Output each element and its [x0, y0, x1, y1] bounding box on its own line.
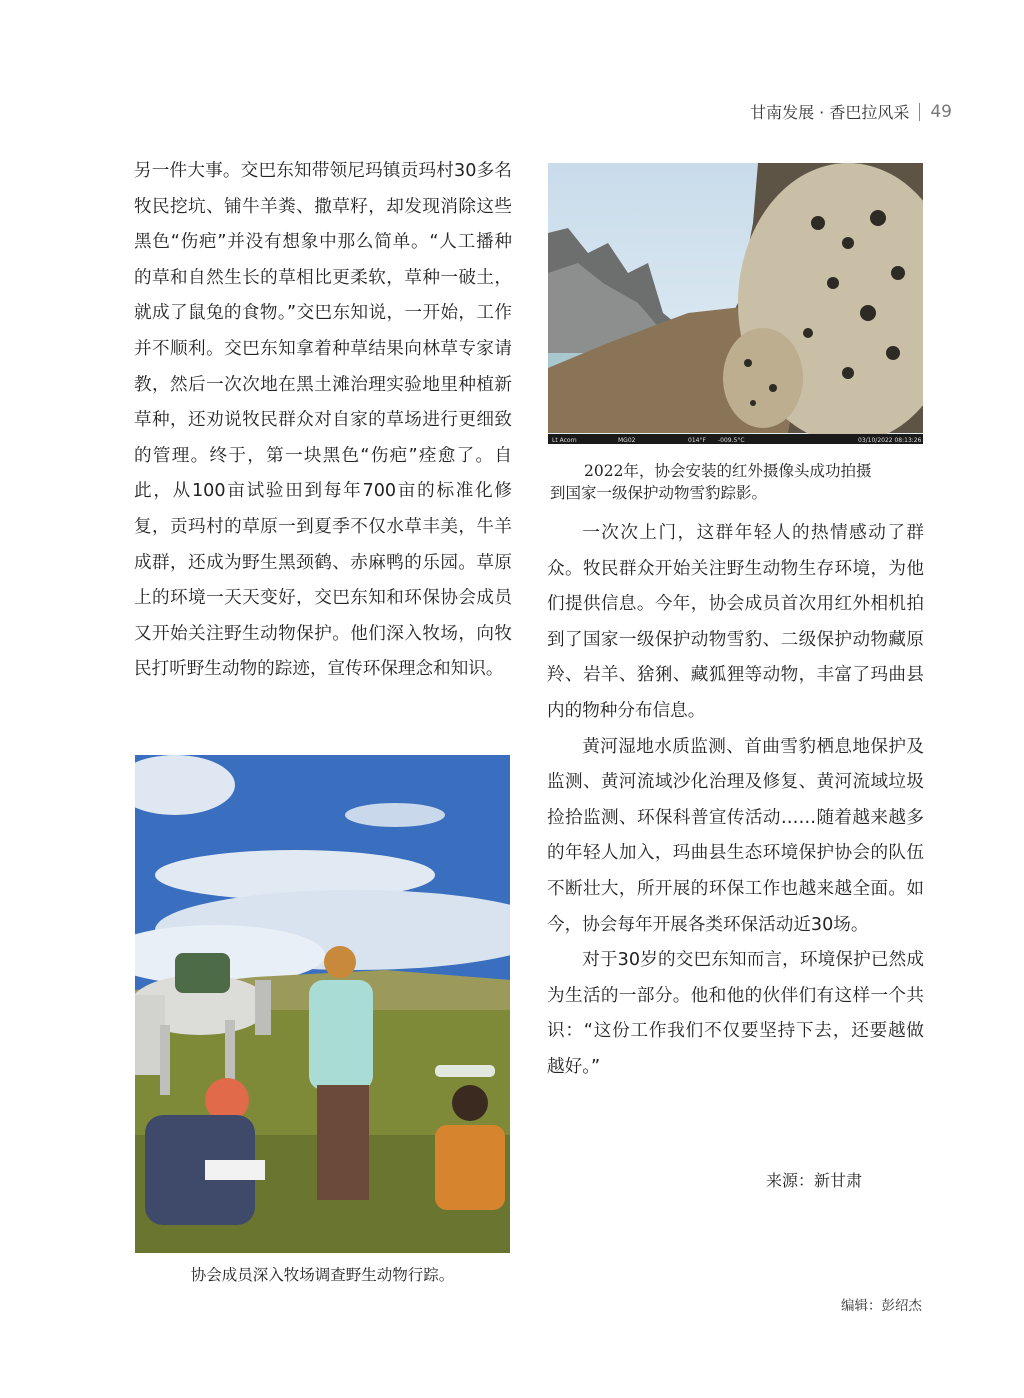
grassland-caption: 协会成员深入牧场调查野生动物行踪。: [190, 1266, 455, 1284]
grassland-survey-photo: [135, 755, 510, 1253]
leopard-caption: [550, 460, 922, 504]
right-column: [547, 516, 924, 1086]
section-title: 甘南发展 · 香巴拉风采: [750, 103, 910, 122]
snow-leopard-photo: [548, 163, 923, 444]
right-paragraph-2: 黄河湿地水质监测、首曲雪豹栖息地保护及监测、黄河流域沙化治理及修复、黄河流域垃圾捡拾监测、环保科普宣传活动……随着越来越多的年轻人加入，玛曲县生态环境保护协会的队伍不断壮大，所开展的环保工作也越来越全面。如今，协会每年开展各类环保活动近30场。: [547, 736, 924, 935]
left-paragraph: 另一件大事。交巴东知带领尼玛镇贡玛村30多名牧民挖坑、铺牛羊粪、撒草籽，却发现消除这些黑色“伤疤”并没有想象中那么简单。“人工播种的草和自然生长的草相比更柔软，草种一破土，就成了鼠兔的食物。”交巴东知说，一开始，工作并不顺利。交巴东知拿着种草结果向林草专家请教，然后一次次地在黑土滩治理实验地里种植新草种，还劝说牧民群众对自家的草场进行更细致的管理。终于，第一块黑色“伤疤”痊愈了。自此，从100亩试验田到每年700亩的标准化修复，贡玛村的草原一到夏季不仅水草丰美，牛羊成群，还成为野生黑颈鹤、赤麻鸭的乐园。草原上的环境一天天变好，交巴东知和环保协会成员又开始关注野生动物保护。他们深入牧场，向牧民打听野生动物的踪迹，宣传环保理念和知识。: [134, 161, 512, 680]
camera-temp-c: -009.5°C: [718, 437, 745, 444]
editor-credit: 编辑：彭绍杰: [841, 1298, 922, 1314]
right-paragraph-3: 对于30岁的交巴东知而言，环境保护已然成为生活的一部分。他和他的伙伴们有这样一个共识：“这份工作我们不仅要坚持下去，还要越做越好。”: [547, 950, 924, 1077]
source-credit: 来源：新甘肃: [766, 1171, 863, 1190]
snow-leopard-scene: [548, 163, 923, 444]
header-divider: [919, 103, 920, 121]
camera-datetime: 03/10/2022 08:13:26: [858, 437, 922, 444]
leopard-caption-line2: 到国家一级保护动物雪豹踪影。: [550, 484, 768, 502]
camera-mode: MG02: [618, 437, 636, 444]
right-paragraph-1: 一次次上门，这群年轻人的热情感动了群众。牧民群众开始关注野生动物生存环境，为他们提供信息。今年，协会成员首次用红外相机拍到了国家一级保护动物雪豹、二级保护动物藏原羚、岩羊、猞猁、藏狐狸等动物，丰富了玛曲县内的物种分布信息。: [547, 523, 924, 721]
camera-temp-f: 014°F: [688, 437, 706, 444]
left-column: [134, 154, 512, 688]
leopard-caption-line1: 2022年，协会安装的红外摄像头成功拍摄: [584, 462, 872, 480]
camera-brand: Lt Acorn: [552, 437, 577, 444]
grassland-scene: [135, 755, 510, 1253]
running-header: [750, 100, 952, 123]
page-number: 49: [930, 101, 952, 122]
